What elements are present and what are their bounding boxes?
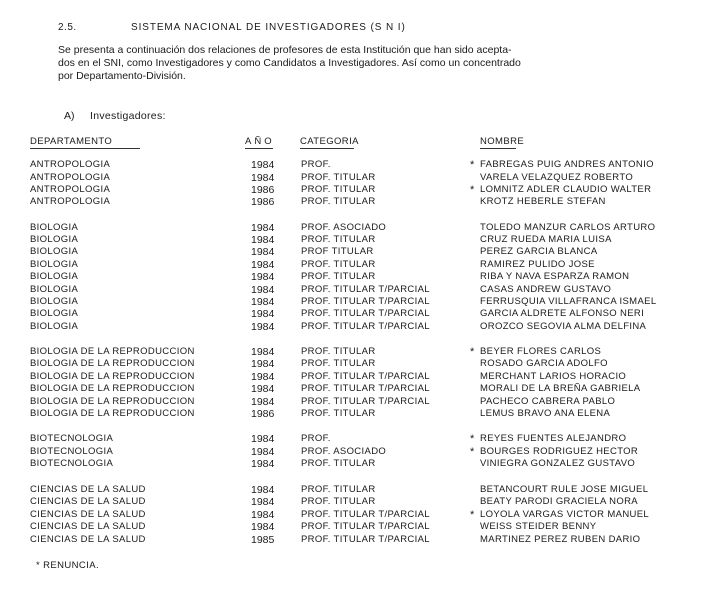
- table-row: [0, 321, 703, 333]
- cell-category: PROF. TITULAR: [301, 259, 376, 270]
- cell-category: PROF. TITULAR: [301, 358, 376, 369]
- cell-year: 1984: [251, 433, 275, 445]
- cell-year: 1984: [251, 458, 275, 470]
- table-row: [0, 396, 703, 408]
- header-department: DEPARTAMENTO: [30, 136, 140, 149]
- cell-category: PROF. TITULAR T/PARCIAL: [301, 284, 430, 295]
- cell-name: PEREZ GARCIA BLANCA: [480, 246, 598, 257]
- cell-name: WEISS STEIDER BENNY: [480, 521, 597, 532]
- cell-department: BIOLOGIA DE LA REPRODUCCION: [30, 371, 195, 382]
- cell-category: PROF. TITULAR T/PARCIAL: [301, 509, 430, 520]
- table-row: [0, 196, 703, 208]
- cell-category: PROF. TITULAR T/PARCIAL: [301, 296, 430, 307]
- cell-name: OROZCO SEGOVIA ALMA DELFINA: [480, 321, 647, 332]
- cell-name: PACHECO CABRERA PABLO: [480, 396, 616, 407]
- cell-year: 1984: [251, 172, 275, 184]
- intro-paragraph: [58, 44, 678, 83]
- intro-line: dos en el SNI, como Investigadores y como Candidatos a Investigadores. Así como un concentrado: [58, 57, 521, 69]
- cell-department: BIOLOGIA: [30, 284, 79, 295]
- cell-department: BIOLOGIA: [30, 234, 79, 245]
- table-row: [0, 496, 703, 508]
- cell-resignation-mark: *: [470, 159, 475, 171]
- cell-name: BEYER FLORES CARLOS: [480, 346, 602, 357]
- table-row: [0, 433, 703, 445]
- table-row: [0, 534, 703, 546]
- cell-department: BIOTECNOLOGIA: [30, 446, 114, 457]
- cell-name: RAMIREZ PULIDO JOSE: [480, 259, 595, 270]
- cell-category: PROF. TITULAR: [301, 184, 376, 195]
- table-row: [0, 383, 703, 395]
- table-row: [0, 509, 703, 521]
- table-row: [0, 184, 703, 196]
- cell-year: 1984: [251, 284, 275, 296]
- cell-year: 1984: [251, 346, 275, 358]
- table-row: [0, 284, 703, 296]
- cell-department: CIENCIAS DE LA SALUD: [30, 484, 146, 495]
- cell-category: PROF. TITULAR T/PARCIAL: [301, 521, 430, 532]
- cell-name: KROTZ HEBERLE STEFAN: [480, 196, 606, 207]
- cell-year: 1984: [251, 271, 275, 283]
- cell-category: PROF. TITULAR: [301, 458, 376, 469]
- table-row: [0, 296, 703, 308]
- cell-category: PROF. ASOCIADO: [301, 446, 387, 457]
- cell-department: BIOLOGIA DE LA REPRODUCCION: [30, 408, 195, 419]
- cell-resignation-mark: *: [470, 184, 475, 196]
- table-row: [0, 308, 703, 320]
- cell-name: MORALI DE LA BREÑA GABRIELA: [480, 383, 641, 394]
- cell-department: BIOLOGIA: [30, 296, 79, 307]
- cell-resignation-mark: *: [470, 346, 475, 358]
- cell-year: 1984: [251, 484, 275, 496]
- cell-name: VARELA VELAZQUEZ ROBERTO: [480, 172, 634, 183]
- cell-category: PROF.: [301, 159, 331, 170]
- cell-department: BIOLOGIA: [30, 246, 79, 257]
- table-row: [0, 172, 703, 184]
- cell-year: 1984: [251, 383, 275, 395]
- cell-category: PROF. TITULAR: [301, 408, 376, 419]
- cell-resignation-mark: *: [470, 509, 475, 521]
- cell-category: PROF. TITULAR T/PARCIAL: [301, 321, 430, 332]
- cell-name: MERCHANT LARIOS HORACIO: [480, 371, 627, 382]
- cell-name: LEMUS BRAVO ANA ELENA: [480, 408, 611, 419]
- cell-name: FABREGAS PUIG ANDRES ANTONIO: [480, 159, 654, 170]
- cell-name: TOLEDO MANZUR CARLOS ARTURO: [480, 222, 656, 233]
- footnote: * RENUNCIA.: [36, 560, 99, 571]
- cell-category: PROF. TITULAR T/PARCIAL: [301, 383, 430, 394]
- cell-resignation-mark: *: [470, 433, 475, 445]
- cell-name: RIBA Y NAVA ESPARZA RAMON: [480, 271, 630, 282]
- table-row: [0, 346, 703, 358]
- cell-department: BIOLOGIA: [30, 308, 79, 319]
- cell-name: VINIEGRA GONZALEZ GUSTAVO: [480, 458, 636, 469]
- cell-name: GARCIA ALDRETE ALFONSO NERI: [480, 308, 645, 319]
- cell-name: ROSADO GARCIA ADOLFO: [480, 358, 608, 369]
- subsection-title: Investigadores:: [90, 110, 166, 122]
- cell-department: CIENCIAS DE LA SALUD: [30, 521, 146, 532]
- cell-department: BIOLOGIA DE LA REPRODUCCION: [30, 396, 195, 407]
- cell-category: PROF. TITULAR: [301, 346, 376, 357]
- cell-department: ANTROPOLOGIA: [30, 184, 111, 195]
- cell-year: 1984: [251, 321, 275, 333]
- cell-name: LOYOLA VARGAS VICTOR MANUEL: [480, 509, 650, 520]
- cell-department: BIOLOGIA: [30, 271, 79, 282]
- section-title: SISTEMA NACIONAL DE INVESTIGADORES (S N I): [131, 22, 406, 33]
- cell-year: 1986: [251, 196, 275, 208]
- table-row: [0, 371, 703, 383]
- cell-category: PROF. TITULAR T/PARCIAL: [301, 308, 430, 319]
- table-row: [0, 259, 703, 271]
- table-row: [0, 458, 703, 470]
- cell-category: PROF. TITULAR: [301, 196, 376, 207]
- cell-year: 1984: [251, 446, 275, 458]
- cell-category: PROF. TITULAR T/PARCIAL: [301, 396, 430, 407]
- cell-category: PROF TITULAR: [301, 246, 374, 257]
- cell-department: BIOLOGIA: [30, 222, 79, 233]
- cell-resignation-mark: *: [470, 446, 475, 458]
- intro-line: por Departamento-División.: [58, 70, 186, 82]
- cell-year: 1985: [251, 534, 275, 546]
- cell-name: REYES FUENTES ALEJANDRO: [480, 433, 627, 444]
- table-row: [0, 446, 703, 458]
- intro-line: Se presenta a continuación dos relaciones de profesores de esta Institución que han sido acepta-: [58, 44, 512, 56]
- cell-year: 1984: [251, 509, 275, 521]
- cell-name: BOURGES RODRIGUEZ HECTOR: [480, 446, 639, 457]
- cell-department: BIOLOGIA DE LA REPRODUCCION: [30, 383, 195, 394]
- section-number: 2.5.: [58, 22, 77, 33]
- cell-year: 1984: [251, 358, 275, 370]
- cell-year: 1984: [251, 234, 275, 246]
- cell-year: 1984: [251, 371, 275, 383]
- cell-department: CIENCIAS DE LA SALUD: [30, 534, 146, 545]
- cell-category: PROF. TITULAR: [301, 234, 376, 245]
- cell-category: PROF. TITULAR T/PARCIAL: [301, 371, 430, 382]
- cell-year: 1984: [251, 246, 275, 258]
- cell-year: 1984: [251, 159, 275, 171]
- table-row: [0, 484, 703, 496]
- cell-department: BIOLOGIA: [30, 321, 79, 332]
- cell-department: BIOTECNOLOGIA: [30, 433, 114, 444]
- cell-department: BIOLOGIA DE LA REPRODUCCION: [30, 358, 195, 369]
- cell-name: CASAS ANDREW GUSTAVO: [480, 284, 612, 295]
- cell-department: ANTROPOLOGIA: [30, 159, 111, 170]
- cell-category: PROF. TITULAR: [301, 484, 376, 495]
- cell-department: CIENCIAS DE LA SALUD: [30, 509, 146, 520]
- table-row: [0, 408, 703, 420]
- cell-name: BETANCOURT RULE JOSE MIGUEL: [480, 484, 649, 495]
- cell-department: BIOTECNOLOGIA: [30, 458, 114, 469]
- subsection-letter: A): [64, 110, 75, 122]
- cell-year: 1984: [251, 222, 275, 234]
- cell-name: MARTINEZ PEREZ RUBEN DARIO: [480, 534, 641, 545]
- cell-category: PROF. ASOCIADO: [301, 222, 387, 233]
- cell-department: ANTROPOLOGIA: [30, 196, 111, 207]
- header-name: NOMBRE: [480, 136, 525, 147]
- cell-category: PROF. TITULAR T/PARCIAL: [301, 534, 430, 545]
- cell-year: 1984: [251, 259, 275, 271]
- cell-year: 1984: [251, 308, 275, 320]
- cell-year: 1986: [251, 184, 275, 196]
- cell-department: CIENCIAS DE LA SALUD: [30, 496, 146, 507]
- header-category: CATEGORIA: [300, 136, 359, 147]
- cell-name: BEATY PARODI GRACIELA NORA: [480, 496, 638, 507]
- table-row: [0, 222, 703, 234]
- cell-year: 1984: [251, 496, 275, 508]
- cell-year: 1986: [251, 408, 275, 420]
- table-row: [0, 246, 703, 258]
- table-row: [0, 521, 703, 533]
- table-row: [0, 159, 703, 171]
- cell-category: PROF. TITULAR: [301, 172, 376, 183]
- cell-department: BIOLOGIA DE LA REPRODUCCION: [30, 346, 195, 357]
- cell-year: 1984: [251, 296, 275, 308]
- cell-department: BIOLOGIA: [30, 259, 79, 270]
- cell-year: 1984: [251, 396, 275, 408]
- table-row: [0, 271, 703, 283]
- header-year: AÑO: [245, 136, 275, 147]
- cell-name: CRUZ RUEDA MARIA LUISA: [480, 234, 612, 245]
- cell-year: 1984: [251, 521, 275, 533]
- cell-category: PROF.: [301, 433, 331, 444]
- cell-name: FERRUSQUIA VILLAFRANCA ISMAEL: [480, 296, 657, 307]
- cell-department: ANTROPOLOGIA: [30, 172, 111, 183]
- table-row: [0, 358, 703, 370]
- cell-name: LOMNITZ ADLER CLAUDIO WALTER: [480, 184, 652, 195]
- table-row: [0, 234, 703, 246]
- cell-category: PROF. TITULAR: [301, 271, 376, 282]
- cell-category: PROF. TITULAR: [301, 496, 376, 507]
